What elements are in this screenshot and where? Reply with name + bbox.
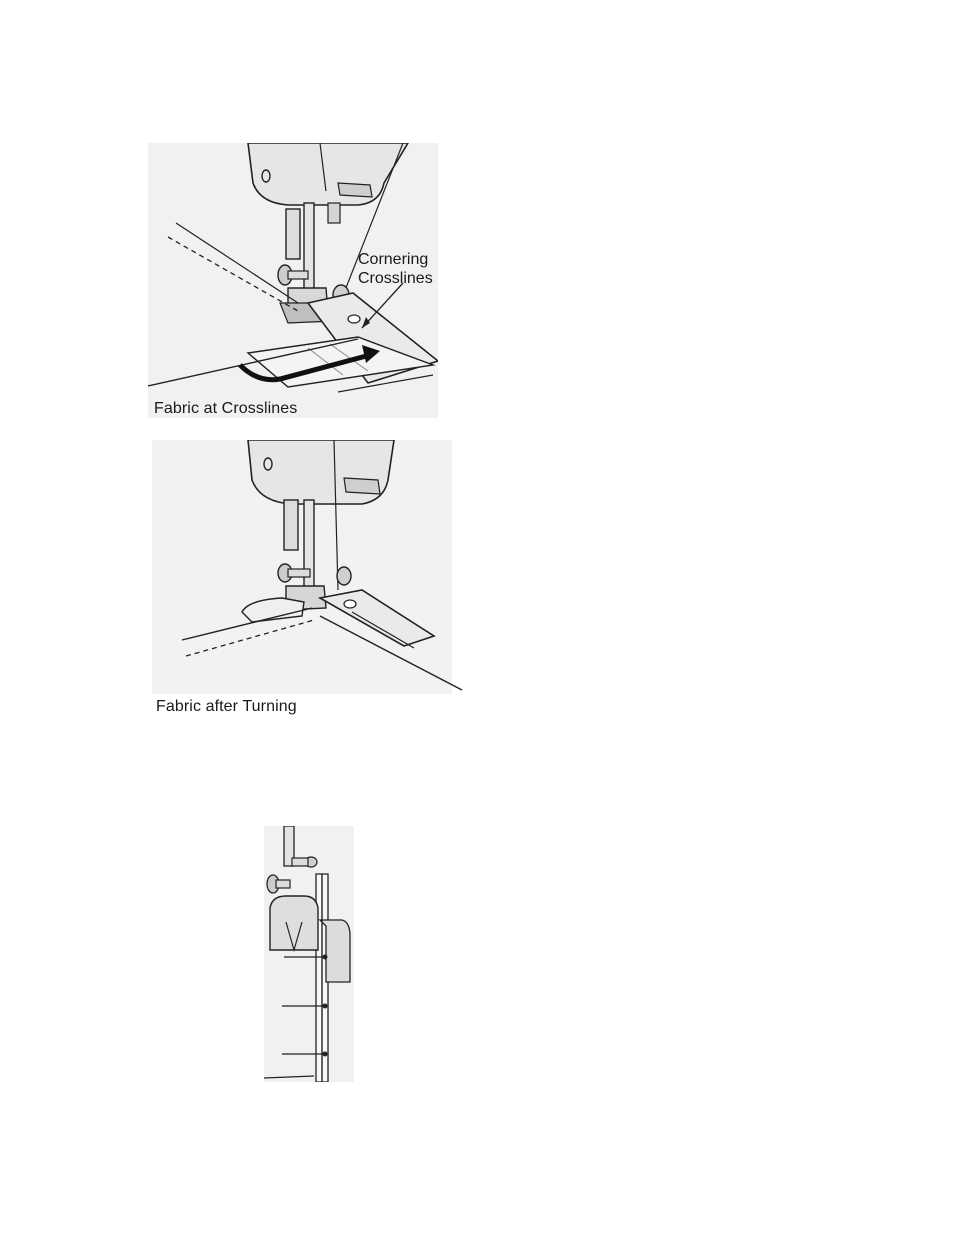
caption-fabric-at-crosslines: Fabric at Crosslines	[154, 400, 298, 417]
callout-line-2: Crosslines	[358, 270, 433, 287]
figure-fabric-after-turning	[152, 440, 464, 694]
sewing-machine-illustration-3	[264, 826, 354, 1082]
figure-pinned-seam	[264, 826, 354, 1082]
callout-cornering-crosslines	[358, 250, 433, 288]
sewing-machine-illustration-2	[152, 440, 464, 694]
callout-line-1: Cornering	[358, 251, 429, 268]
caption-fabric-after-turning: Fabric after Turning	[156, 698, 297, 715]
